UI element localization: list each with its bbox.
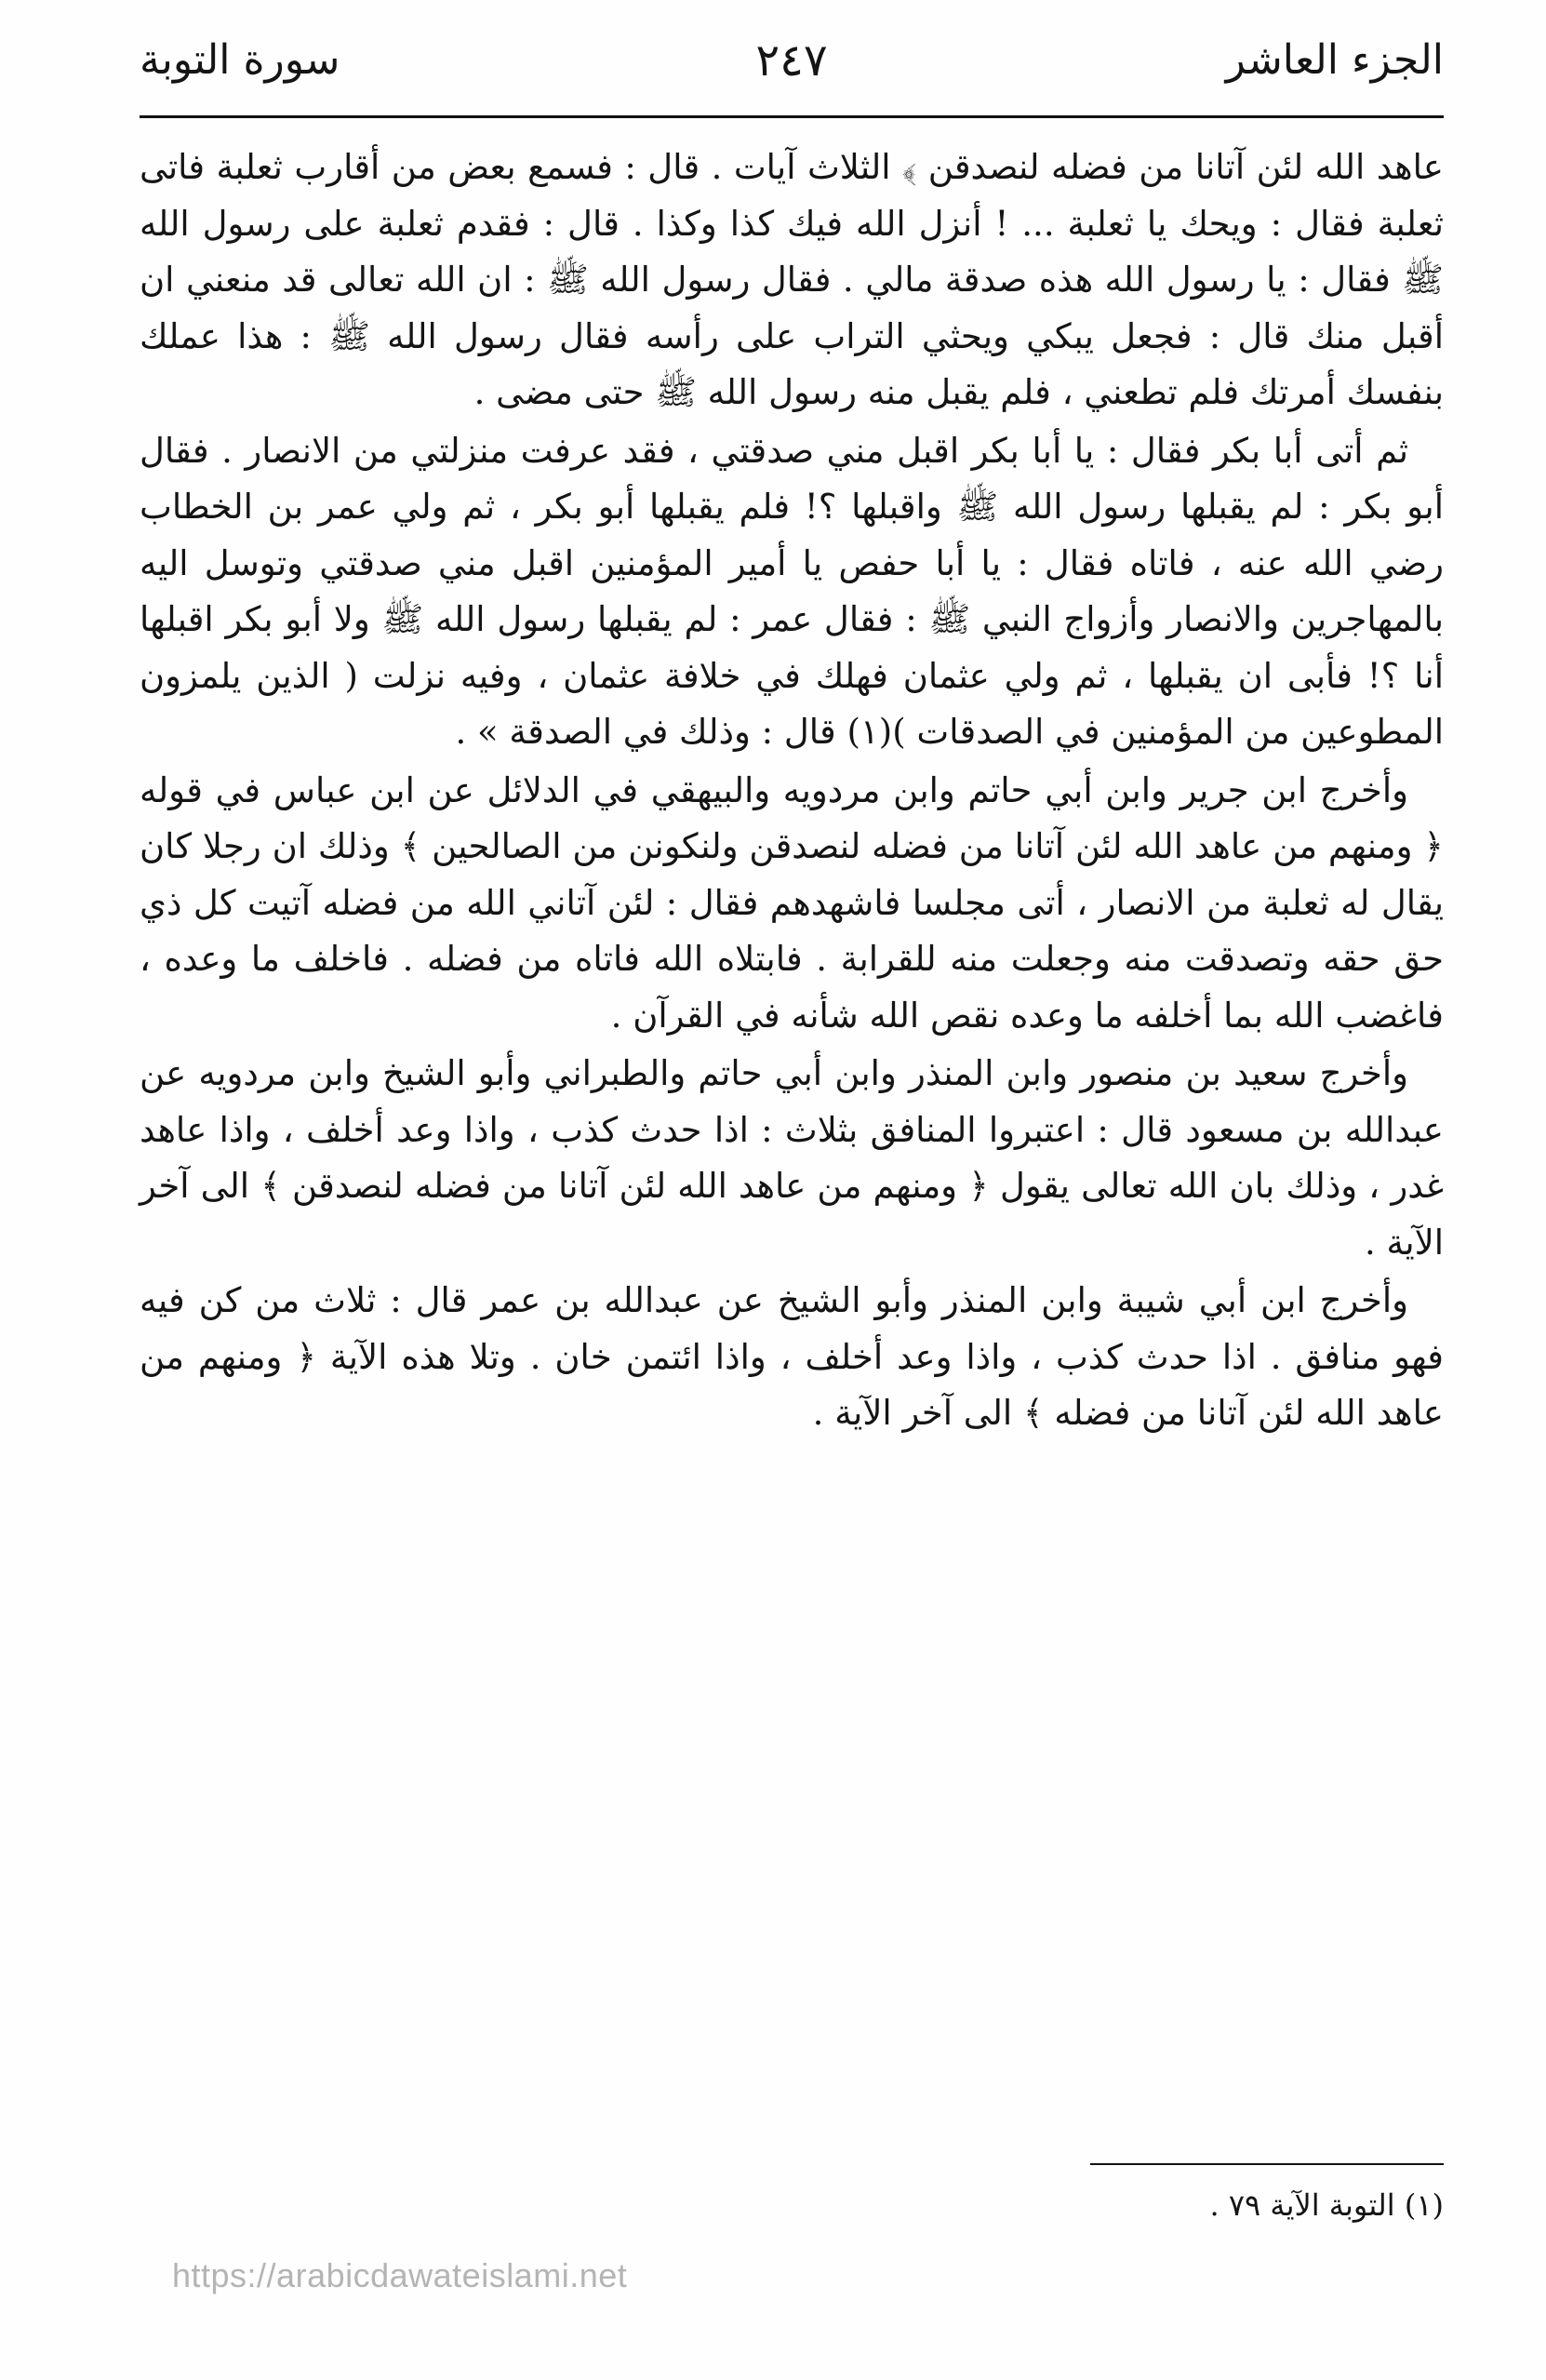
footnote-divider — [1090, 2163, 1444, 2165]
paragraph: وأخرج سعيد بن منصور وابن المنذر وابن أبي حاتم والطبراني وأبو الشيخ وابن مردويه عن عبدالله بن مسعود قال : اعتبروا المنافق بثلاث : اذا حدث كذب ، واذا وعد أخلف ، واذا عاهد غدر ، وذلك بان الله تعالى يقول ﴿ ومنهم من عاهد الله لئن آتانا من فضله لنصدقن ﴾ الى آخر الآية . — [140, 1053, 1444, 1263]
watermark-url: https://arabicdawateislami.net — [172, 2256, 628, 2294]
paragraph: وأخرج ابن أبي شيبة وابن المنذر وأبو الشيخ عن عبدالله بن عمر قال : ثلاث من كن فيه فهو منافق . اذا حدث كذب ، واذا وعد أخلف ، واذا ائتمن خان . وتلا هذه الآية ﴿ ومنهم من عاهد الله لئن آتانا من فضله ﴾ الى آخر الآية . — [140, 1280, 1444, 1433]
page-header — [140, 28, 1444, 93]
footnote: (١) التوبة الآية ٧٩ . — [1209, 2187, 1444, 2223]
paragraph: عاهد الله لئن آتانا من فضله لنصدقن ﴾ الثلاث آيات . قال : فسمع بعض من أقارب ثعلبة فاتى ثعلبة فقال : ويحك يا ثعلبة ... ! أنزل الله فيك كذا وكذا . قال : فقدم ثعلبة على رسول الله ﷺ فقال : يا رسول الله هذه صدقة مالي . فقال رسول الله ﷺ : ان الله تعالى قد منعني ان أقبل منك قال : فجعل يبكي ويحثي التراب على رأسه فقال رسول الله ﷺ : هذا عملك بنفسك أمرتك فلم تطعني ، فلم يقبل منه رسول الله ﷺ حتى مضى . — [140, 147, 1444, 412]
part-label: الجزء العاشر — [1225, 36, 1444, 84]
surah-label: سورة التوبة — [140, 36, 340, 84]
paragraph: ثم أتى أبا بكر فقال : يا أبا بكر اقبل مني صدقتي ، فقد عرفت منزلتي من الانصار . فقال أبو بكر : لم يقبلها رسول الله ﷺ واقبلها ؟! فلم يقبلها أبو بكر ، ثم ولي عمر بن الخطاب رضي الله عنه ، فاتاه فقال : يا أبا حفص يا أمير المؤمنين اقبل مني صدقتي وتوسل اليه بالمهاجرين والانصار وأزواج النبي ﷺ : فقال عمر : لم يقبلها رسول الله ﷺ ولا أبو بكر اقبلها أنا ؟! فأبى ان يقبلها ، ثم ولي عثمان فهلك في خلافة عثمان ، وفيه نزلت ( الذين يلمزون المطوعين من المؤمنين في الصدقات )(١) قال : وذلك في الصدقة » . — [140, 430, 1444, 752]
page-number: ٢٤٧ — [755, 34, 828, 87]
paragraph: وأخرج ابن جرير وابن أبي حاتم وابن مردويه والبيهقي في الدلائل عن ابن عباس في قوله ﴿ ومنهم من عاهد الله لئن آتانا من فضله لنصدقن ولنكونن من الصالحين ﴾ وذلك ان رجلا كان يقال له ثعلبة من الانصار ، أتى مجلسا فاشهدهم فقال : لئن آتاني الله من فضله آتيت كل ذي حق حقه وتصدقت منه وجعلت منه للقرابة . فابتلاه الله فاتاه من فضله . فاخلف ما وعده ، فاغضب الله بما أخلفه ما وعده نقص الله شأنه في القرآن . — [140, 769, 1444, 1036]
header-divider — [140, 115, 1444, 118]
main-text — [140, 140, 1444, 1444]
